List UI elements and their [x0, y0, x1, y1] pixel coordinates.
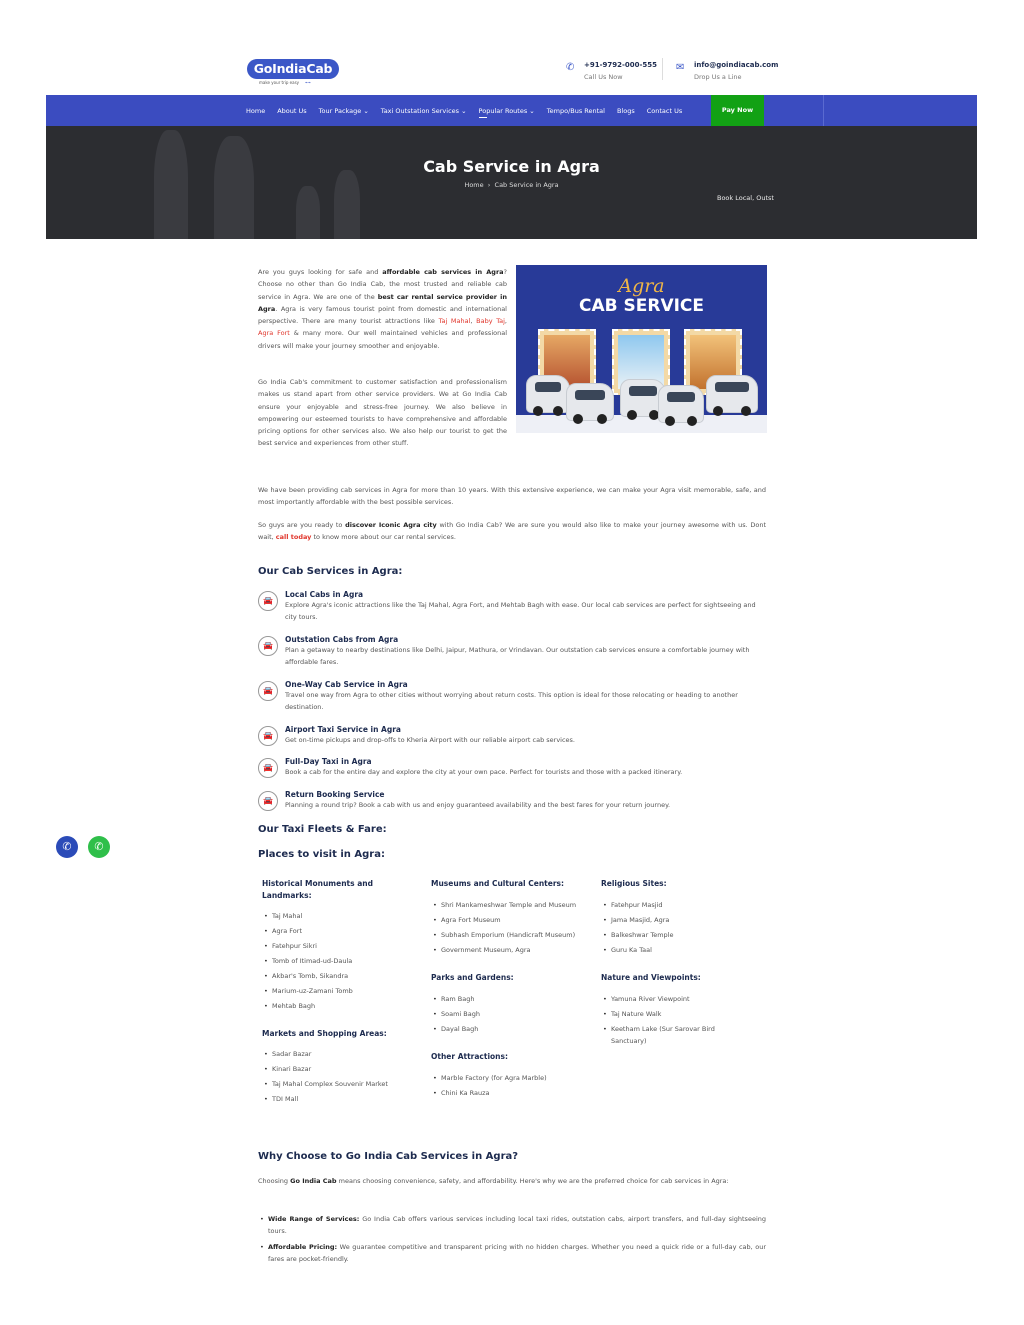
main-nav	[46, 95, 977, 126]
intro-paragraph-4: So guys are you ready to discover Iconic Agra city with Go India Cab? We are sure you would also like to make your journey awesome with us. Dont wait, call today to know more about our car rental services.	[258, 521, 766, 542]
list-item: • Dayal Bagh	[431, 1023, 581, 1036]
list-item: • Kinari Bazar	[262, 1063, 412, 1076]
service-desc: Book a cab for the entire day and explore the city at your own pace. Perfect for tourists and those with a packed itinerary.	[285, 768, 683, 776]
list-item: • Guru Ka Taal	[601, 944, 751, 957]
email-subtext: Drop Us a Line	[694, 73, 742, 81]
link-taj-mahal[interactable]: Taj Mahal	[438, 317, 471, 326]
phone-icon: ✆	[566, 62, 575, 73]
intro-paragraph-3: We have been providing cab services in Agra for more than 10 years. With this extensive experience, we can make your Agra visit memorable, safe, and most importantly affordable with the best possible services.	[258, 486, 766, 507]
list-item: • Agra Fort Museum	[431, 914, 581, 927]
list-item: • Taj Nature Walk	[601, 1008, 751, 1021]
site-logo[interactable]	[247, 59, 339, 87]
breadcrumb	[46, 181, 977, 189]
car-icon: 🚘	[258, 636, 278, 656]
list-item: • Affordable Pricing: We guarantee competitive and transparent pricing with no hidden charges. Whether you need a quick ride or a full-day cab, our fares are pocket-friendly.	[258, 1241, 766, 1266]
pay-now-button[interactable]: Pay Now	[711, 95, 764, 126]
list-item: • Agra Fort	[262, 925, 412, 938]
list-item: • Chini Ka Rauza	[431, 1087, 581, 1100]
car-icon: 🚘	[258, 591, 278, 611]
tempo-car-icon	[706, 375, 758, 413]
intro-paragraph-2: Go India Cab's commitment to customer satisfaction and professionalism makes us stand apart from other service providers. We at Go India Cab ensure your enjoyable and stress-free journey. We also believe in empowering our esteemed tourists to have comprehensive and affordable pricing options for other services also. We also help our tourist to get the best service and experiences from other stuff.	[258, 378, 507, 448]
van-car-icon	[526, 375, 570, 413]
link-baby-taj[interactable]: Baby Taj	[476, 317, 505, 326]
nav-popular-routes[interactable]: Popular Routes ⌄	[478, 106, 535, 115]
service-desc: Plan a getaway to nearby destinations like Delhi, Jaipur, Mathura, or Vrindavan. Our outstation cab services ensure a comfortable journey with affordable fares.	[285, 646, 750, 667]
email-contact[interactable]	[676, 60, 778, 84]
nav-tour-package[interactable]: Tour Package ⌄	[318, 106, 369, 115]
sedan-car-icon	[566, 383, 614, 421]
places-column-2	[431, 878, 581, 1102]
list-item: • Balkeshwar Temple	[601, 929, 751, 942]
whatsapp-icon[interactable]: ✆	[88, 836, 110, 858]
car-icon: 🚘	[258, 681, 278, 701]
nav-contact[interactable]: Contact Us	[646, 106, 683, 115]
phone-number[interactable]: +91-9792-000-555	[584, 61, 658, 69]
breadcrumb-separator-icon: ›	[487, 181, 491, 189]
breadcrumb-current: Cab Service in Agra	[494, 181, 559, 189]
logo-tagline: make your trip easy	[259, 80, 300, 85]
list-item: • Sadar Bazar	[262, 1048, 412, 1061]
religious-heading: Religious Sites:	[601, 879, 667, 888]
hatchback-car-icon	[658, 385, 704, 423]
mail-icon: ✉	[676, 62, 685, 73]
breadcrumb-home[interactable]: Home	[464, 181, 484, 189]
why-intro: Choosing Go India Cab means choosing convenience, safety, and affordability. Here's why we are the preferred choice for cab services in Agra:	[258, 1177, 729, 1185]
phone-subtext: Call Us Now	[584, 73, 623, 81]
agra-cab-service-image	[516, 265, 767, 433]
list-item: • Shri Mankameshwar Temple and Museum	[431, 899, 581, 912]
list-item: • Soami Bagh	[431, 1008, 581, 1021]
service-desc: Get on-time pickups and drop-offs to Kheria Airport with our reliable airport cab services.	[285, 736, 576, 744]
phone-float-icon[interactable]: ✆	[56, 836, 78, 858]
list-item: • Fatehpur Masjid	[601, 899, 751, 912]
why-list	[258, 1213, 766, 1268]
list-item: • Fatehpur Sikri	[262, 940, 412, 953]
list-item: • Jama Masjid, Agra	[601, 914, 751, 927]
nav-taxi-outstation[interactable]: Taxi Outstation Services ⌄	[380, 106, 467, 115]
service-title: Return Booking Service	[285, 790, 385, 799]
phone-contact[interactable]	[566, 60, 657, 84]
list-item: • Yamuna River Viewpoint	[601, 993, 751, 1006]
intro-paragraph-1: Are you guys looking for safe and affordable cab services in Agra? Choose no other than Go India Cab, the most trusted and reliable cab service in Agra. We are one of the best car rental service provider in Agra. Agra is very famous tourist point from domestic and international perspective. There are many tourist attractions like Taj Mahal, Baby Taj, Agra Fort & many more. Our well maintained vehicles and professional drivers will make your journey smoother and enjoyable.	[258, 268, 508, 350]
nav-divider	[823, 95, 824, 126]
image-ground	[516, 415, 767, 433]
list-item: • Taj Mahal Complex Souvenir Market	[262, 1078, 412, 1091]
service-title: Local Cabs in Agra	[285, 590, 364, 599]
service-title: Outstation Cabs from Agra	[285, 635, 399, 644]
places-column-3	[601, 878, 751, 1050]
car-icon: 🚘	[258, 758, 278, 778]
service-title: One-Way Cab Service in Agra	[285, 680, 408, 689]
service-desc: Planning a round trip? Book a cab with us and enjoy guaranteed availability and the best fares for your return journey.	[285, 801, 671, 809]
car-icon: 🚘	[258, 726, 278, 746]
list-item: • Mehtab Bagh	[262, 1000, 412, 1013]
nature-heading: Nature and Viewpoints:	[601, 973, 701, 983]
list-item: • Akbar's Tomb, Sikandra	[262, 970, 412, 983]
service-desc: Travel one way from Agra to other cities without worrying about return costs. This option is ideal for those relocating or heading to another destination.	[285, 691, 738, 712]
nav-tempo-bus[interactable]: Tempo/Bus Rental	[546, 106, 605, 115]
car-icon: 🚘	[258, 791, 278, 811]
places-column-1	[262, 878, 412, 1108]
hero-silhouette	[296, 186, 320, 239]
list-item: • Tomb of Itimad-ud-Daula	[262, 955, 412, 968]
why-heading: Why Choose to Go India Cab Services in Agra?	[258, 1151, 519, 1162]
call-today-link[interactable]: call today	[275, 533, 312, 542]
historical-heading: Historical Monuments and Landmarks:	[262, 879, 373, 900]
list-item: • Taj Mahal	[262, 910, 412, 923]
header-divider	[662, 58, 663, 80]
list-item: • Marium-uz-Zamani Tomb	[262, 985, 412, 998]
fleets-heading: Our Taxi Fleets & Fare:	[258, 824, 387, 835]
image-title: CAB SERVICE	[578, 296, 705, 316]
link-agra-fort[interactable]: Agra Fort	[258, 329, 290, 338]
places-heading: Places to visit in Agra:	[258, 849, 385, 860]
hero-banner	[46, 126, 977, 239]
page-title: Cab Service in Agra	[423, 157, 600, 176]
nav-about[interactable]: About Us	[277, 106, 307, 115]
museums-heading: Museums and Cultural Centers:	[431, 879, 565, 888]
service-title: Airport Taxi Service in Agra	[285, 725, 401, 734]
marquee-text: Book Local, Outst	[717, 194, 774, 202]
nav-blogs[interactable]: Blogs	[616, 106, 635, 115]
markets-heading: Markets and Shopping Areas:	[262, 1028, 387, 1038]
parks-heading: Parks and Gardens:	[431, 973, 514, 983]
email-address[interactable]: info@goindiacab.com	[694, 61, 779, 69]
logo-car-icon: ⌁⌁	[305, 80, 312, 86]
nav-home[interactable]: Home	[246, 106, 266, 115]
service-title: Full-Day Taxi in Agra	[285, 757, 372, 766]
list-item: • Marble Factory (for Agra Marble)	[431, 1072, 581, 1085]
list-item: • Wide Range of Services: Go India Cab offers various services including local taxi rides, outstation cabs, airport transfers, and full-day sightseeing tours.	[258, 1213, 766, 1238]
list-item: • Ram Bagh	[431, 993, 581, 1006]
services-heading: Our Cab Services in Agra:	[258, 566, 403, 577]
other-attractions-heading: Other Attractions:	[431, 1052, 508, 1062]
list-item: • Subhash Emporium (Handicraft Museum)	[431, 929, 581, 942]
list-item: • Government Museum, Agra	[431, 944, 581, 957]
list-item: • Keetham Lake (Sur Sarovar Bird Sanctuary)	[601, 1023, 751, 1048]
list-item: • TDI Mall	[262, 1093, 412, 1106]
image-script-title: Agra	[618, 275, 665, 297]
service-desc: Explore Agra's iconic attractions like the Taj Mahal, Agra Fort, and Mehtab Bagh with ease. Our local cab services are perfect for sightseeing and city tours.	[285, 601, 756, 622]
logo-text: GoIndiaCab	[247, 59, 339, 79]
